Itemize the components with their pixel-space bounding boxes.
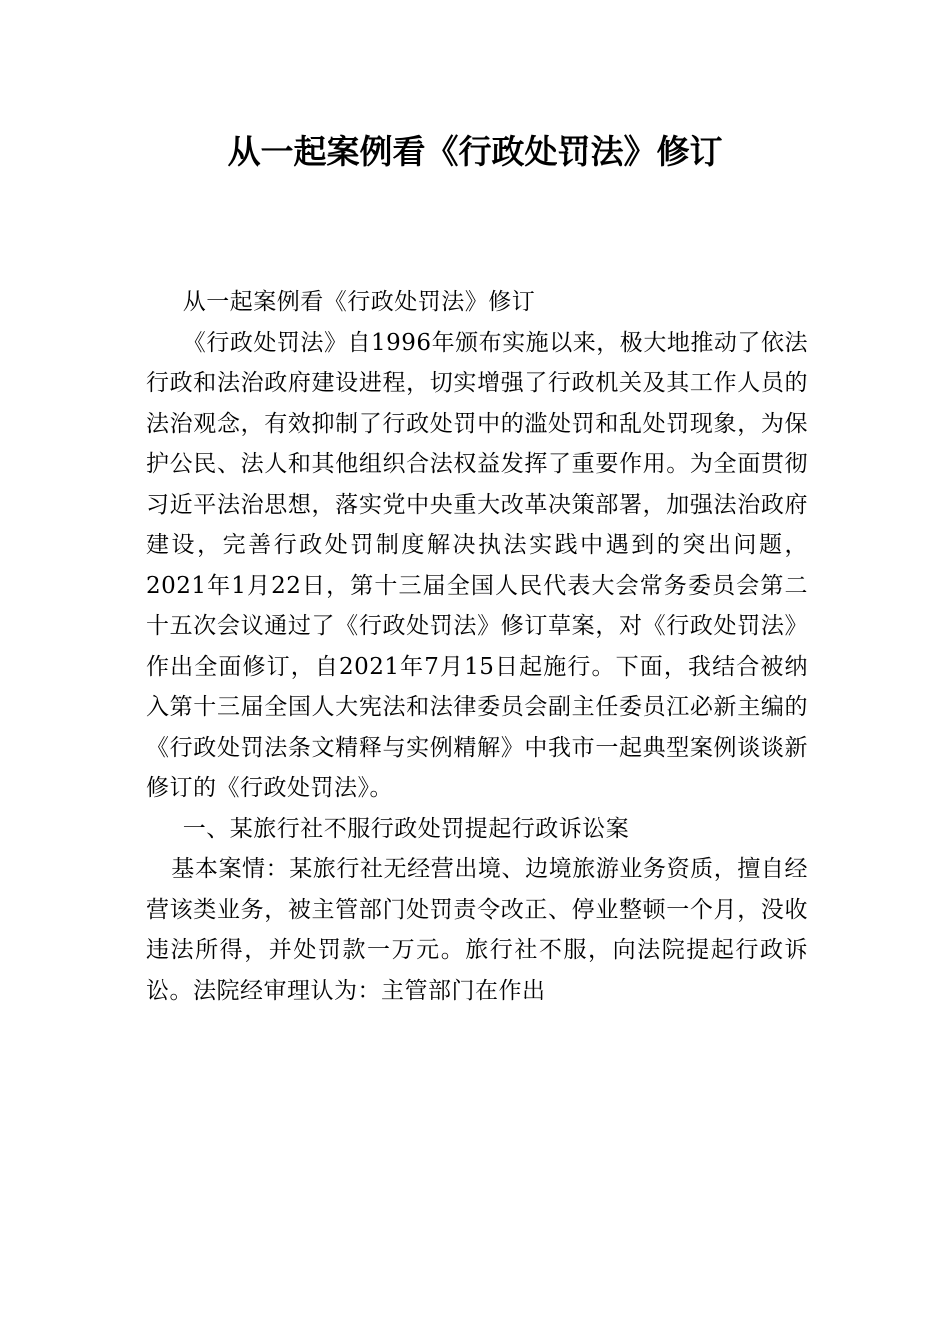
intro-paragraph: 《行政处罚法》自1996年颁布实施以来，极大地推动了依法行政和法治政府建设进程，切实增强了行政机关及其工作人员的法治观念，有效抑制了行政处罚中的滥处罚和乱处罚现象，为保护公民、法人和其他组织合法权益发挥了重要作用。为全面贯彻习近平法治思想，落实党中央重大改革决策部署，加强法治政府建设，完善行政处罚制度解决执法实践中遇到的突出问题，2021年1月22日，第十三届全国人民代表大会常务委员会第二十五次会议通过了《行政处罚法》修订草案，对《行政处罚法》作出全面修订，自2021年7月15日起施行。下面，我结合被纳入第十三届全国人大宪法和法律委员会副主任委员江必新主编的《行政处罚法条文精释与实例精解》中我市一起典型案例谈谈新修订的《行政处罚法》。 — [146, 329, 808, 801]
case-paragraph: 基本案情：某旅行社无经营出境、边境旅游业务资质，擅自经营该类业务，被主管部门处罚责令改正、停业整顿一个月，没收违法所得，并处罚款一万元。旅行社不服，向法院提起行政诉讼。法院经审理认为：主管部门在作出 — [146, 856, 808, 1004]
section-heading: 一、某旅行社不服行政处罚提起行政诉讼案 — [182, 815, 630, 842]
document-body — [146, 282, 808, 1011]
document-title: 从一起案例看《行政处罚法》修订 — [227, 132, 723, 171]
subtitle-paragraph: 从一起案例看《行政处罚法》修订 — [182, 289, 536, 315]
